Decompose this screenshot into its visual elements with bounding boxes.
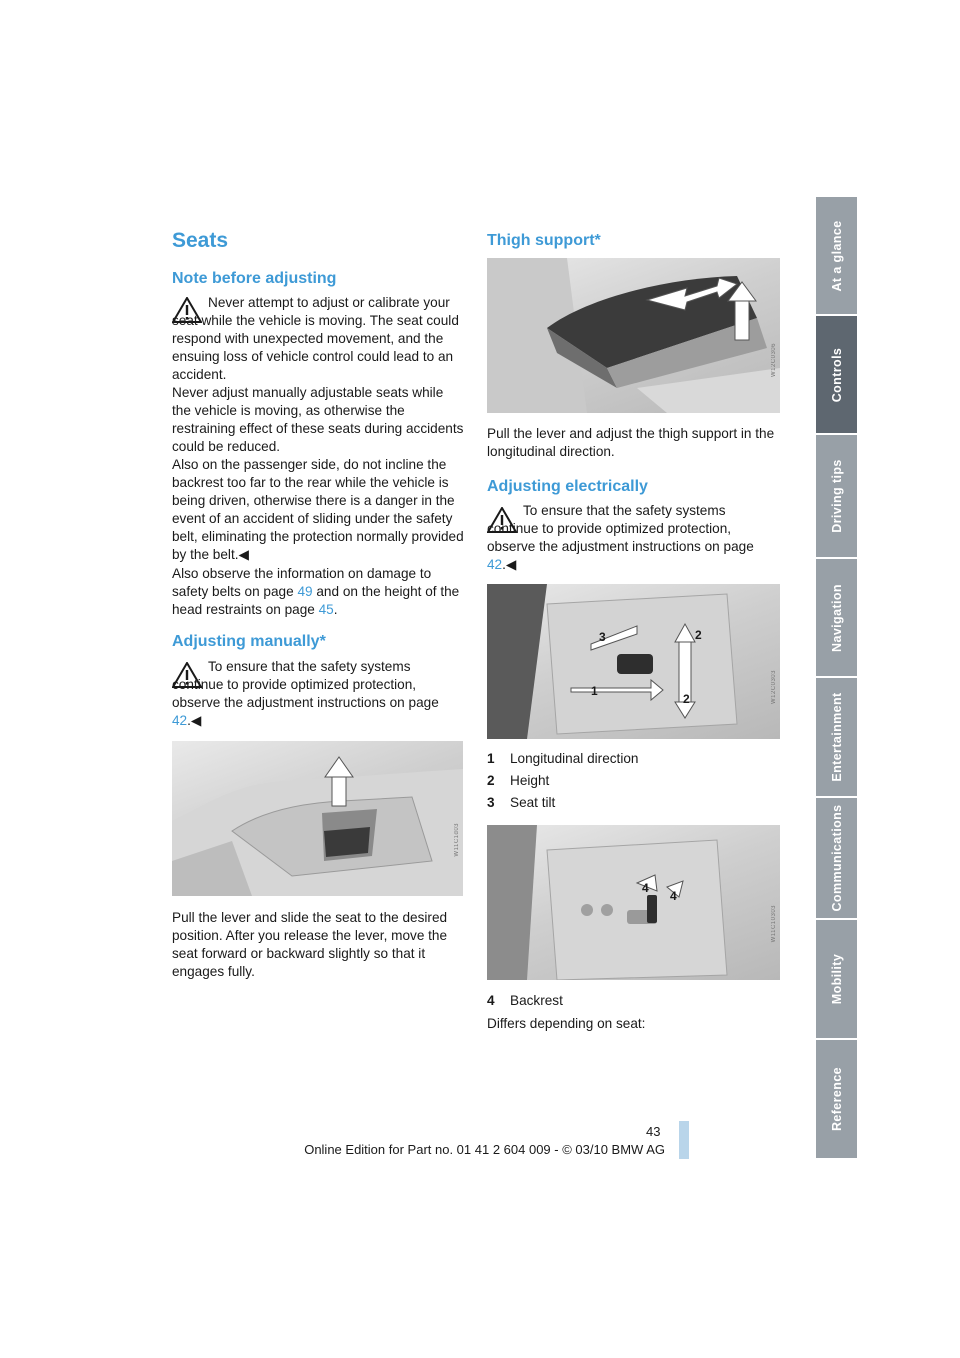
image-code: W11C1d03 [454,823,460,857]
tab-driving-tips[interactable] [816,435,857,559]
page-link-45[interactable]: 45 [318,602,334,617]
tab-mobility[interactable] [816,920,857,1040]
manual-warning-end: .◀ [187,713,202,728]
thigh-heading: Thigh support* [487,232,601,249]
footer-edition: Online Edition for Part no. 01 41 2 604 009 - © 03/10 BMW AG [304,1142,665,1157]
tab-controls[interactable] [816,316,857,435]
list-label: Seat tilt [510,795,556,810]
note-paragraph-3: Also on the passenger side, do not incline the backrest too far to the rear while the vehicle is being driven, otherwise there is a danger in the event of an accident of sliding under the safety belt, eliminating the protection normally provided by the belt.◀ [172,457,464,562]
electric-list [487,750,779,812]
page-number: 43 [646,1124,661,1139]
callout-1: 1 [591,684,598,698]
manual-heading: Adjusting manually* [172,633,326,650]
observe-text-2: and on the height of the head restraints on page [172,584,460,617]
backrest-list-item [487,992,779,1010]
electric-warning-end: .◀ [502,557,517,572]
observe-text-1: Also observe the information on damage to safety belts on page [172,566,432,599]
tab-label: Communications [829,804,844,912]
list-item [487,794,779,812]
manual-seat-lever-image [172,741,463,896]
note-warning-text: Never attempt to adjust or calibrate your seat while the vehicle is moving. The seat could respond with unexpected movement, and the ensuing loss of vehicle control could lead to an accident. [172,295,459,382]
page-link-42[interactable]: 42 [487,557,503,572]
observe-text-end: . [333,602,338,617]
page-link-42[interactable]: 42 [172,713,188,728]
tab-entertainment[interactable] [816,678,857,798]
electric-heading: Adjusting electrically [487,478,648,495]
tab-label: Mobility [829,953,844,1005]
tab-label: Controls [829,347,844,402]
manual-warning-text: To ensure that the safety systems continue to provide optimized protection, observe the adjustment instructions on page [172,659,439,710]
callout-2: 2 [683,692,690,706]
list-label: Longitudinal direction [510,751,639,766]
manual-caption: Pull the lever and slide the seat to the desired position. After you release the lever, move the seat forward or backward slightly so that it engages fully. [172,910,448,979]
note-paragraph-2: Never adjust manually adjustable seats while the vehicle is moving, as otherwise the restraining effect of these seats during accidents could be reduced. [172,385,464,454]
tab-label: Driving tips [829,459,844,533]
tab-label: Navigation [829,583,844,652]
page-title: Seats [172,229,229,252]
note-heading: Note before adjusting [172,270,337,287]
list-item [487,750,779,768]
tab-communications[interactable] [816,798,857,920]
callout-4: 4 [670,889,677,903]
manual-warning [172,658,464,730]
image-code: W12C0306 [771,343,777,378]
tab-label: Entertainment [829,692,844,782]
electric-warning-text: To ensure that the safety systems continue to provide optimized protection, observe the adjustment instructions on page [487,503,754,554]
list-label: Backrest [510,993,563,1008]
thigh-support-image [487,258,780,413]
thigh-caption: Pull the lever and adjust the thigh support in the longitudinal direction. [487,426,775,459]
tab-reference[interactable] [816,1040,857,1160]
observe-paragraph [172,565,464,619]
list-item [487,772,779,790]
tab-at-a-glance[interactable] [816,197,857,316]
tab-label: At a glance [829,219,844,292]
image-code: W11C10303 [771,905,777,943]
chapter-tabs [816,197,857,1160]
image-code: W12C0303 [771,670,777,705]
page-link-49[interactable]: 49 [297,584,313,599]
backrest-control-image [487,825,780,980]
list-label: Height [510,773,550,788]
callout-4: 4 [642,881,649,895]
differs-text: Differs depending on seat: [487,1016,646,1031]
callout-2: 2 [695,628,702,642]
electric-warning [487,502,779,574]
list-number: 2 [487,773,495,788]
list-number: 4 [487,993,495,1008]
list-number: 1 [487,751,495,766]
list-number: 3 [487,795,495,810]
callout-3: 3 [599,630,606,644]
electric-controls-image [487,584,780,739]
tab-label: Reference [829,1066,844,1132]
footer-accent-bar [679,1121,689,1159]
tab-navigation[interactable] [816,559,857,678]
